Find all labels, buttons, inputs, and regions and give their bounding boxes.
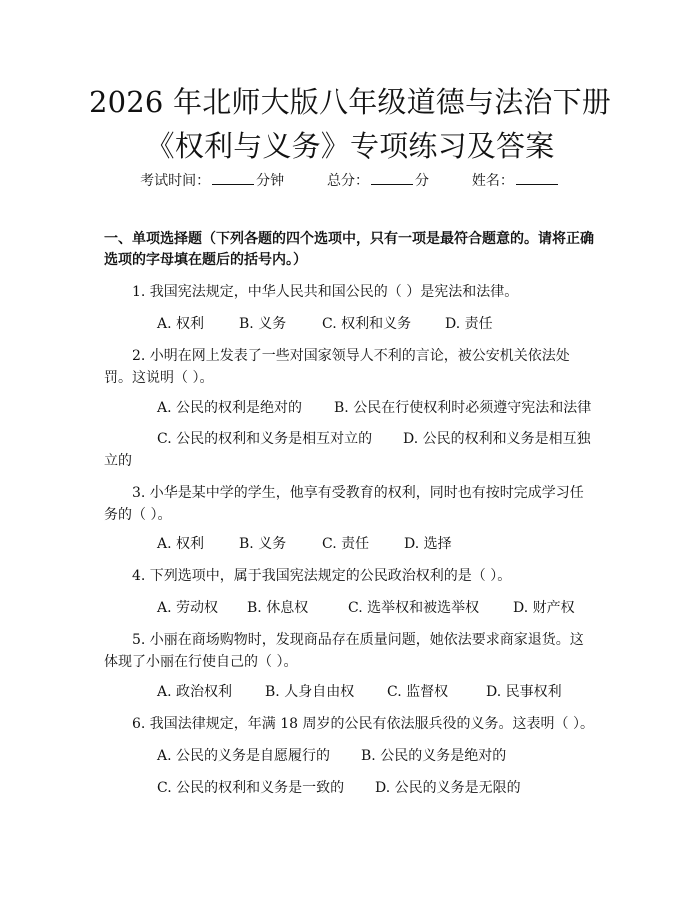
option-c: C. 公民的权利和义务是一致的: [157, 780, 345, 796]
option-d: D. 选择: [404, 536, 452, 552]
question-3-options: [157, 533, 607, 555]
question-stem: 1. 我国宪法规定，中华人民共和国公民的（ ）是宪法和法律。: [132, 284, 519, 300]
option-a: A. 政治权利: [157, 684, 233, 700]
option-a: A. 劳动权: [157, 600, 219, 616]
option-c: C. 公民的权利和义务是相互对立的: [157, 431, 373, 447]
question-4: [104, 565, 594, 587]
question-6-options-row2: [157, 777, 607, 799]
option-b: B. 公民在行使权利时必须遵守宪法和法律: [334, 400, 592, 416]
question-5-options: [157, 681, 607, 703]
total-score-unit: 分: [415, 173, 429, 189]
question-stem: 4. 下列选项中，属于我国宪法规定的公民政治权利的是（ ）。: [132, 568, 512, 584]
option-a: A. 权利: [157, 316, 205, 332]
question-2-options-row1: [157, 397, 607, 419]
exam-time-blank: [212, 171, 254, 185]
option-c: C. 选举权和被选举权: [348, 600, 480, 616]
option-d: D. 公民的义务是无限的: [375, 780, 521, 796]
question-3: [104, 482, 594, 526]
option-d: D. 责任: [445, 316, 493, 332]
question-stem: 6. 我国法律规定，年满 18 周岁的公民有依法服兵役的义务。这表明（ ）。: [132, 716, 594, 732]
option-b: B. 人身自由权: [265, 684, 355, 700]
question-2: [104, 345, 594, 389]
question-stem: 5. 小丽在商场购物时，发现商品存在质量问题，她依法要求商家退货。这体现了小丽在行使自己的（ ）。: [104, 632, 584, 670]
question-1: [104, 281, 594, 303]
option-b: B. 义务: [239, 536, 287, 552]
option-d: D. 民事权利: [486, 684, 562, 700]
question-1-options: [157, 313, 607, 335]
option-c: C. 监督权: [387, 684, 449, 700]
student-name-blank: [516, 171, 558, 185]
section-heading-single-choice: 一、单项选择题（下列各题的四个选项中，只有一项是最符合题意的。请将正确选项的字母填在题后的括号内。）: [104, 231, 594, 268]
question-6-options-row1: [157, 745, 607, 767]
exam-time-label: 考试时间：: [140, 173, 211, 189]
question-4-options: [157, 597, 607, 619]
option-a: A. 权利: [157, 536, 205, 552]
option-b: B. 公民的义务是绝对的: [361, 748, 507, 764]
question-5: [104, 629, 594, 673]
option-c: C. 权利和义务: [322, 316, 412, 332]
option-d: D. 公民的权利和义务是相互独立的: [104, 431, 591, 469]
option-b: B. 义务: [239, 316, 287, 332]
option-a: A. 公民的权利是绝对的: [157, 400, 303, 416]
total-score-label: 总分：: [327, 173, 369, 189]
exam-info-line: [0, 170, 700, 190]
option-b: B. 休息权: [247, 600, 309, 616]
question-6: [104, 713, 594, 735]
exam-time-unit: 分钟: [256, 173, 285, 189]
option-c: C. 责任: [322, 536, 370, 552]
option-a: A. 公民的义务是自愿履行的: [157, 748, 331, 764]
question-2-options-row2: [104, 428, 604, 472]
document-title: 2026 年北师大版八年级道德与法治下册《权利与义务》专项练习及答案: [88, 85, 612, 163]
student-name-label: 姓名：: [471, 173, 514, 189]
question-stem: 2. 小明在网上发表了一些对国家领导人不利的言论，被公安机关依法处罚。这说明（ ）。: [104, 348, 570, 386]
option-d: D. 财产权: [513, 600, 575, 616]
question-stem: 3. 小华是某中学的学生，他享有受教育的权利，同时也有按时完成学习任务的（ ）。: [104, 485, 584, 523]
total-score-blank: [371, 171, 413, 185]
